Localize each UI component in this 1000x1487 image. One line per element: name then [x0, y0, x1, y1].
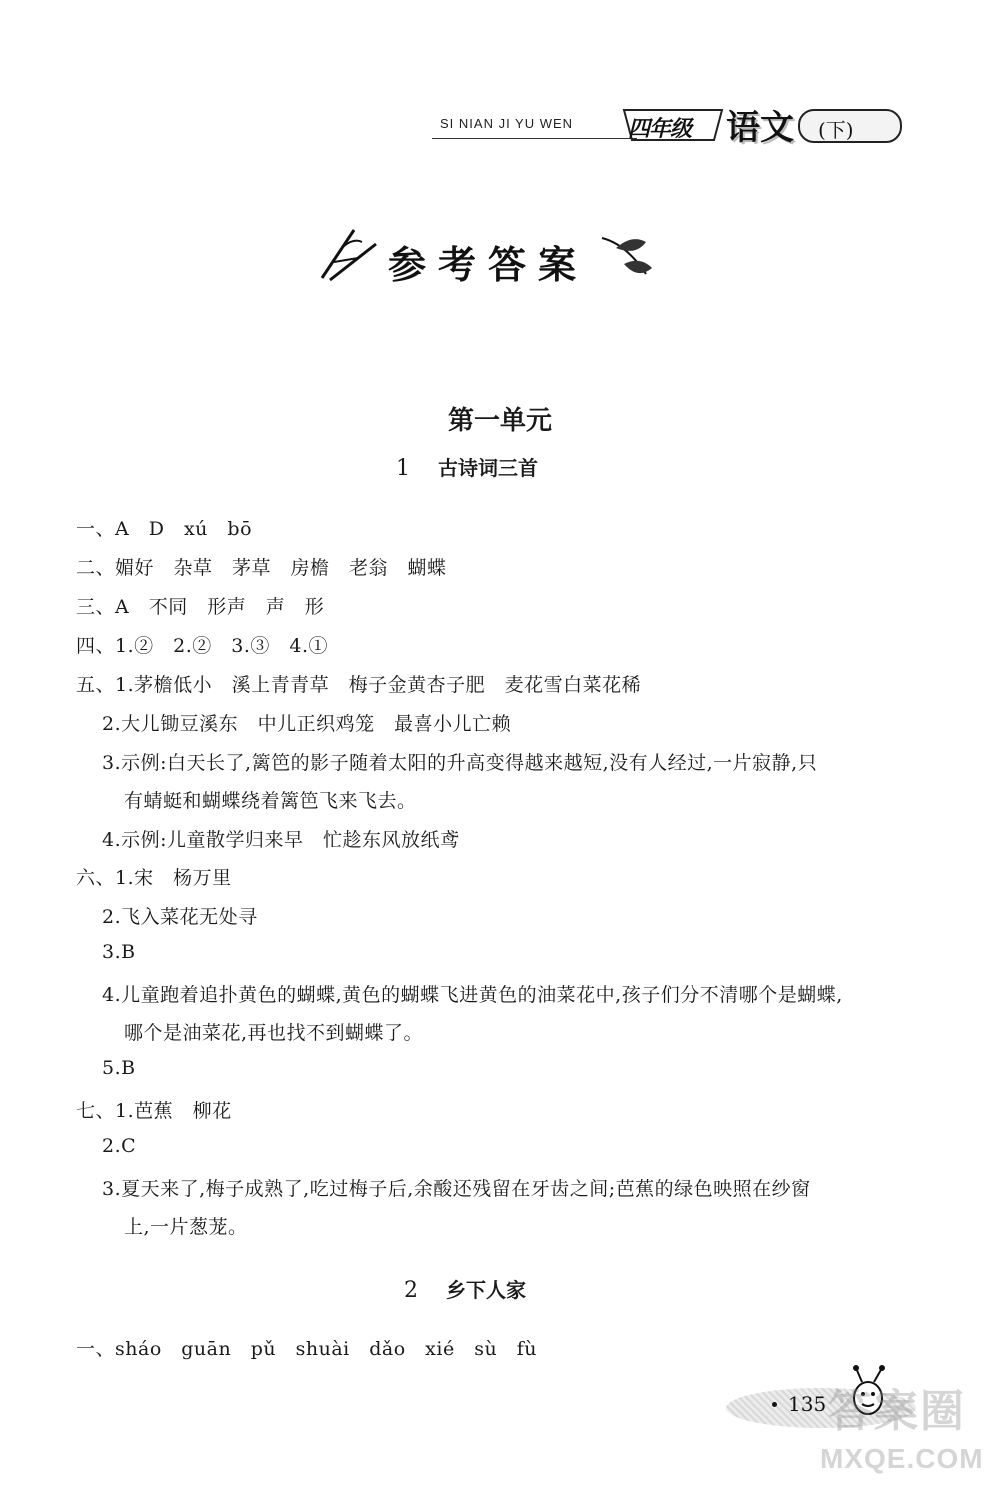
answer-line: 2.大儿锄豆溪东 中儿正织鸡笼 最喜小儿亡赖 — [102, 713, 512, 735]
answer-line: 3.B — [102, 941, 136, 963]
lesson-title — [396, 452, 538, 481]
answer-line: 一、A D xú bō — [76, 518, 253, 540]
watermark-logo: 答案圈 — [828, 1386, 966, 1437]
grade-label: 四年级 — [628, 117, 692, 142]
answer-line: 4.儿童跑着追扑黄色的蝴蝶,黄色的蝴蝶飞进黄色的油菜花中,孩子们分不清哪个是蝴蝶, — [102, 984, 843, 1006]
answer-line: 有蜻蜓和蝴蝶绕着篱笆飞来飞去。 — [124, 790, 417, 812]
answer-line: 上,一片葱茏。 — [124, 1216, 248, 1238]
lesson-number: 2 — [404, 1278, 418, 1303]
leaf-right-icon — [596, 230, 656, 286]
lesson-name: 古诗词三首 — [438, 456, 538, 480]
answer-line: 3.夏天来了,梅子成熟了,吃过梅子后,余酸还残留在牙齿之间;芭蕉的绿色映照在纱窗 — [102, 1178, 811, 1200]
answer-line: 七、1.芭蕉 柳花 — [76, 1100, 232, 1122]
answer-line: 四、1.② 2.② 3.③ 4.① — [76, 635, 329, 657]
watermark-url: MXQE.COM — [820, 1443, 984, 1474]
answer-line: 4.示例:儿童散学归来早 忙趁东风放纸鸢 — [102, 829, 460, 851]
answer-line: 五、1.茅檐低小 溪上青青草 梅子金黄杏子肥 麦花雪白菜花稀 — [76, 674, 642, 696]
answer-line: 二、媚好 杂草 茅草 房檐 老翁 蝴蝶 — [76, 557, 447, 579]
answer-line: 2.C — [102, 1135, 137, 1157]
answer-line: 一、sháo guān pǔ shuài dǎo xié sù fù — [76, 1338, 537, 1360]
lesson-title — [404, 1274, 526, 1303]
answer-line: 2.飞入菜花无处寻 — [102, 906, 258, 928]
unit-title: 第一单元 — [447, 406, 552, 436]
answer-line: 5.B — [102, 1057, 136, 1079]
header-pinyin: SI NIAN JI YU WEN — [440, 116, 574, 131]
answer-line: 3.示例:白天长了,篱笆的影子随着太阳的升高变得越来越短,没有人经过,一片寂静,只 — [102, 752, 818, 774]
volume-label: (下) — [818, 118, 854, 142]
bamboo-left-icon — [314, 224, 384, 284]
lesson-number: 1 — [396, 456, 410, 481]
watermark — [820, 1375, 990, 1479]
answer-line: 三、A 不同 形声 声 形 — [76, 596, 325, 618]
answer-line: 六、1.宋 杨万里 — [76, 867, 232, 889]
subject-label: 语文 — [726, 108, 794, 148]
header-banner — [622, 104, 900, 148]
page-title: 参考答案 — [388, 243, 589, 287]
page-number: 135 — [788, 1392, 827, 1416]
lesson-name: 乡下人家 — [446, 1278, 526, 1302]
header-rule — [432, 138, 637, 139]
page-dot — [772, 1402, 777, 1407]
answer-line: 哪个是油菜花,再也找不到蝴蝶了。 — [124, 1022, 424, 1044]
